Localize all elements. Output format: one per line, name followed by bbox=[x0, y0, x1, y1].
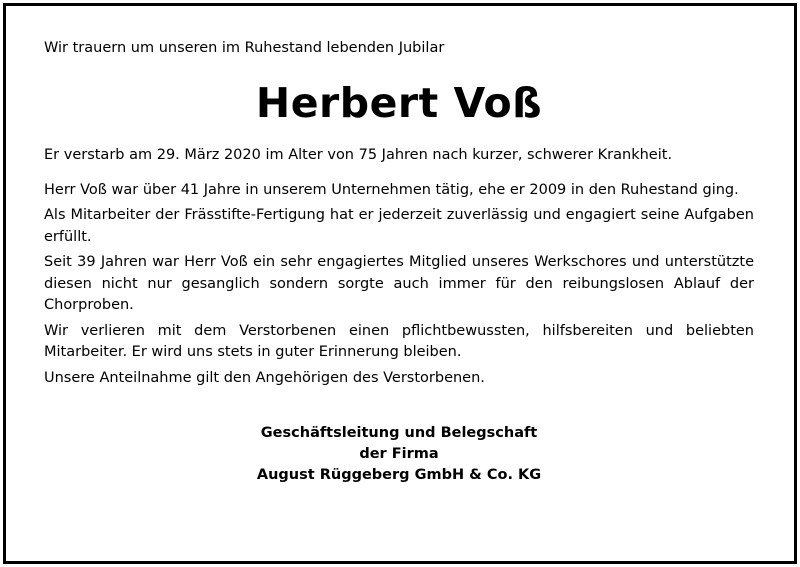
paragraph-career: Herr Voß war über 41 Jahre in unserem Unternehmen tätig, ehe er 2009 in den Ruhestand ging. bbox=[44, 181, 739, 198]
death-notice: Er verstarb am 29. März 2020 im Alter von 75 Jahren nach kurzer, schwerer Krankheit. bbox=[44, 147, 673, 163]
signature-line-1: Geschäftsleitung und Belegschaft bbox=[260, 425, 538, 441]
deceased-name: Herbert Voß bbox=[255, 79, 543, 127]
obituary-notice bbox=[44, 38, 754, 486]
signature-block bbox=[44, 423, 754, 486]
paragraph-remembrance: Wir verlieren mit dem Verstorbenen einen pflichtbewussten, hilfsbereiten und beliebten Mitarbeiter. Er wird uns stets in guter Erinnerung bleiben. bbox=[44, 322, 754, 360]
paragraph-choir: Seit 39 Jahren war Herr Voß ein sehr engagiertes Mitglied unseres Werkschores und unterstützte diesen nicht nur gesanglich sondern sorgte auch immer für den reibungslosen Ablauf der Chorproben. bbox=[44, 254, 754, 313]
intro-line: Wir trauern um unseren im Ruhestand lebenden Jubilar bbox=[44, 40, 445, 56]
signature-line-2: der Firma bbox=[359, 446, 439, 462]
paragraph-work: Als Mitarbeiter der Frässtifte-Fertigung hat er jederzeit zuverlässig und engagiert seine Aufgaben erfüllt. bbox=[44, 207, 754, 245]
signature-line-3: August Rüggeberg GmbH & Co. KG bbox=[256, 467, 542, 483]
paragraph-condolence: Unsere Anteilnahme gilt den Angehörigen des Verstorbenen. bbox=[44, 369, 485, 386]
